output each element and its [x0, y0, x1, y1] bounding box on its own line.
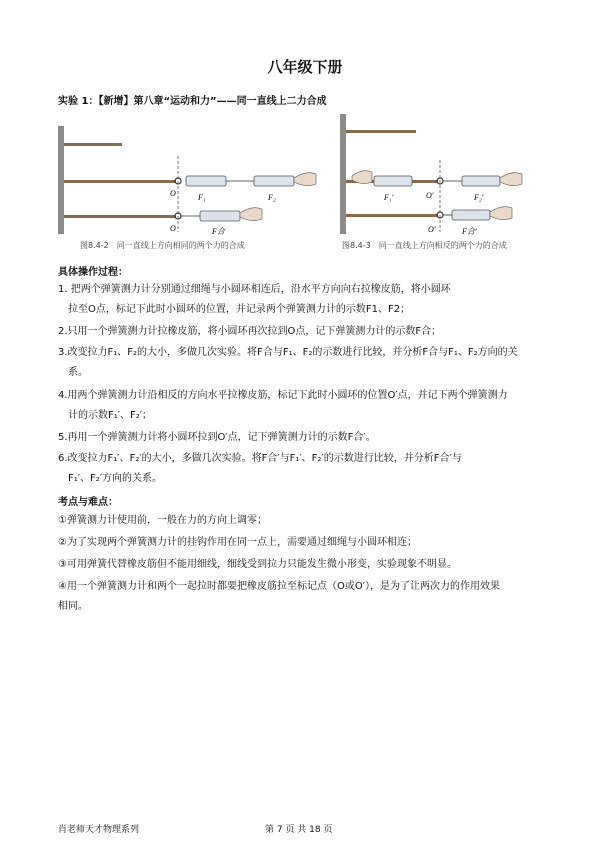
- rubber-band: [64, 180, 176, 183]
- hand-icon: [352, 171, 372, 184]
- procedure-step: 4.用两个弹簧测力计沿相反的方向水平拉橡皮筋，标记下此时小圆环的位置O′点，并记下两个弹簧测力: [58, 390, 508, 401]
- label-fhe: F合: [212, 227, 225, 236]
- procedure-step: 1. 把两个弹簧测力计分别通过细绳与小圆环相连后，沿水平方向向右拉橡皮筋，将小圆环: [58, 284, 451, 295]
- procedure-heading: 具体操作过程：: [58, 267, 128, 278]
- procedure-step: 系。: [68, 367, 88, 378]
- hand-icon: [294, 173, 316, 186]
- label-o: O: [170, 189, 176, 198]
- wall-post: [58, 126, 64, 234]
- key-point: 相同。: [58, 601, 88, 612]
- procedure-step: 3.改变拉力F₁、F₂的大小，多做几次实验。将F合与F₁、F₂的示数进行比较，并分析F合与F₁、F₂方向的关: [58, 347, 518, 358]
- key-points-heading: 考点与难点：: [58, 497, 118, 508]
- label-o-prime: O′: [428, 225, 436, 234]
- key-point: ③可用弹簧代替橡皮筋但不能用细线，细线受到拉力只能发生微小形变，实验现象不明显。: [58, 559, 457, 570]
- label-o: O: [170, 224, 176, 233]
- label-o-prime: O′: [426, 191, 434, 200]
- figure-opposite-direction-drawing: [340, 110, 550, 238]
- procedure-step: 计的示数F₁′、F₂′；: [68, 410, 153, 421]
- spring-scale-f1: [186, 176, 226, 186]
- spring-scale-f1-prime: [374, 176, 412, 186]
- footer-series: 肖老师天才物理系列: [58, 825, 140, 835]
- page-title: 八年级下册: [267, 58, 343, 76]
- figure-opposite-direction: [340, 110, 550, 238]
- key-point: ②为了实现两个弹簧测力计的挂钩作用在同一点上，需要通过细绳与小圆环相连；: [58, 537, 417, 548]
- label-f2-prime: F₂′: [474, 193, 484, 202]
- procedure-step: F₁′、F₂′方向的关系。: [68, 473, 163, 484]
- spring-scale-f2: [254, 176, 294, 186]
- footer-page-number: 第 7 页 共 18 页: [265, 825, 333, 835]
- figure-same-direction: [58, 120, 323, 238]
- spring-scale-f2-prime: [462, 176, 500, 186]
- spring-scale-fhe-prime: [452, 210, 490, 220]
- spring-scale-fhe: [200, 211, 240, 221]
- procedure-step: 5.再用一个弹簧测力计将小圆环拉到O′点，记下弹簧测力计的示数F合′。: [58, 432, 376, 443]
- figure-same-direction-caption: 图8.4-2 同一直线上方向相同的两个力的合成: [80, 241, 245, 250]
- rubber-band: [346, 214, 438, 217]
- hand-icon: [490, 207, 512, 220]
- rubber-band: [64, 143, 122, 146]
- label-f1: F₁: [198, 193, 206, 202]
- label-f1-prime: F₁′: [384, 193, 394, 202]
- experiment-title: 实验 1：【新增】第八章“运动和力”——同一直线上二力合成: [58, 96, 327, 107]
- hand-icon: [240, 208, 262, 221]
- hand-icon: [500, 173, 522, 186]
- procedure-step: 2.只用一个弹簧测力计拉橡皮筋，将小圆环再次拉到O点，记下弹簧测力计的示数F合；: [58, 326, 442, 337]
- figure-opposite-direction-caption: 图8.4-3 同一直线上方向相反的两个力的合成: [342, 241, 507, 250]
- key-point: ④用一个弹簧测力计和两个一起拉时都要把橡皮筋拉至标记点（O或O′），是为了让两次力的作用效果: [58, 581, 500, 592]
- key-point: ①弹簧测力计使用前，一般在力的方向上调零；: [58, 515, 267, 526]
- label-f2: F₂: [268, 193, 276, 202]
- procedure-step: 6.改变拉力F₁′、F₂′的大小，多做几次实验。将F合′与F₁′、F₂′的示数进行比较，并分析F合′与: [58, 453, 462, 464]
- rubber-band: [64, 215, 176, 218]
- label-fhe-prime: F合′: [462, 227, 477, 236]
- rubber-band: [346, 130, 416, 133]
- figure-same-direction-drawing: [58, 120, 323, 238]
- procedure-step: 拉至O点，标记下此时小圆环的位置，并记录两个弹簧测力计的示数F1、F2；: [68, 304, 411, 315]
- wall-post: [340, 114, 346, 234]
